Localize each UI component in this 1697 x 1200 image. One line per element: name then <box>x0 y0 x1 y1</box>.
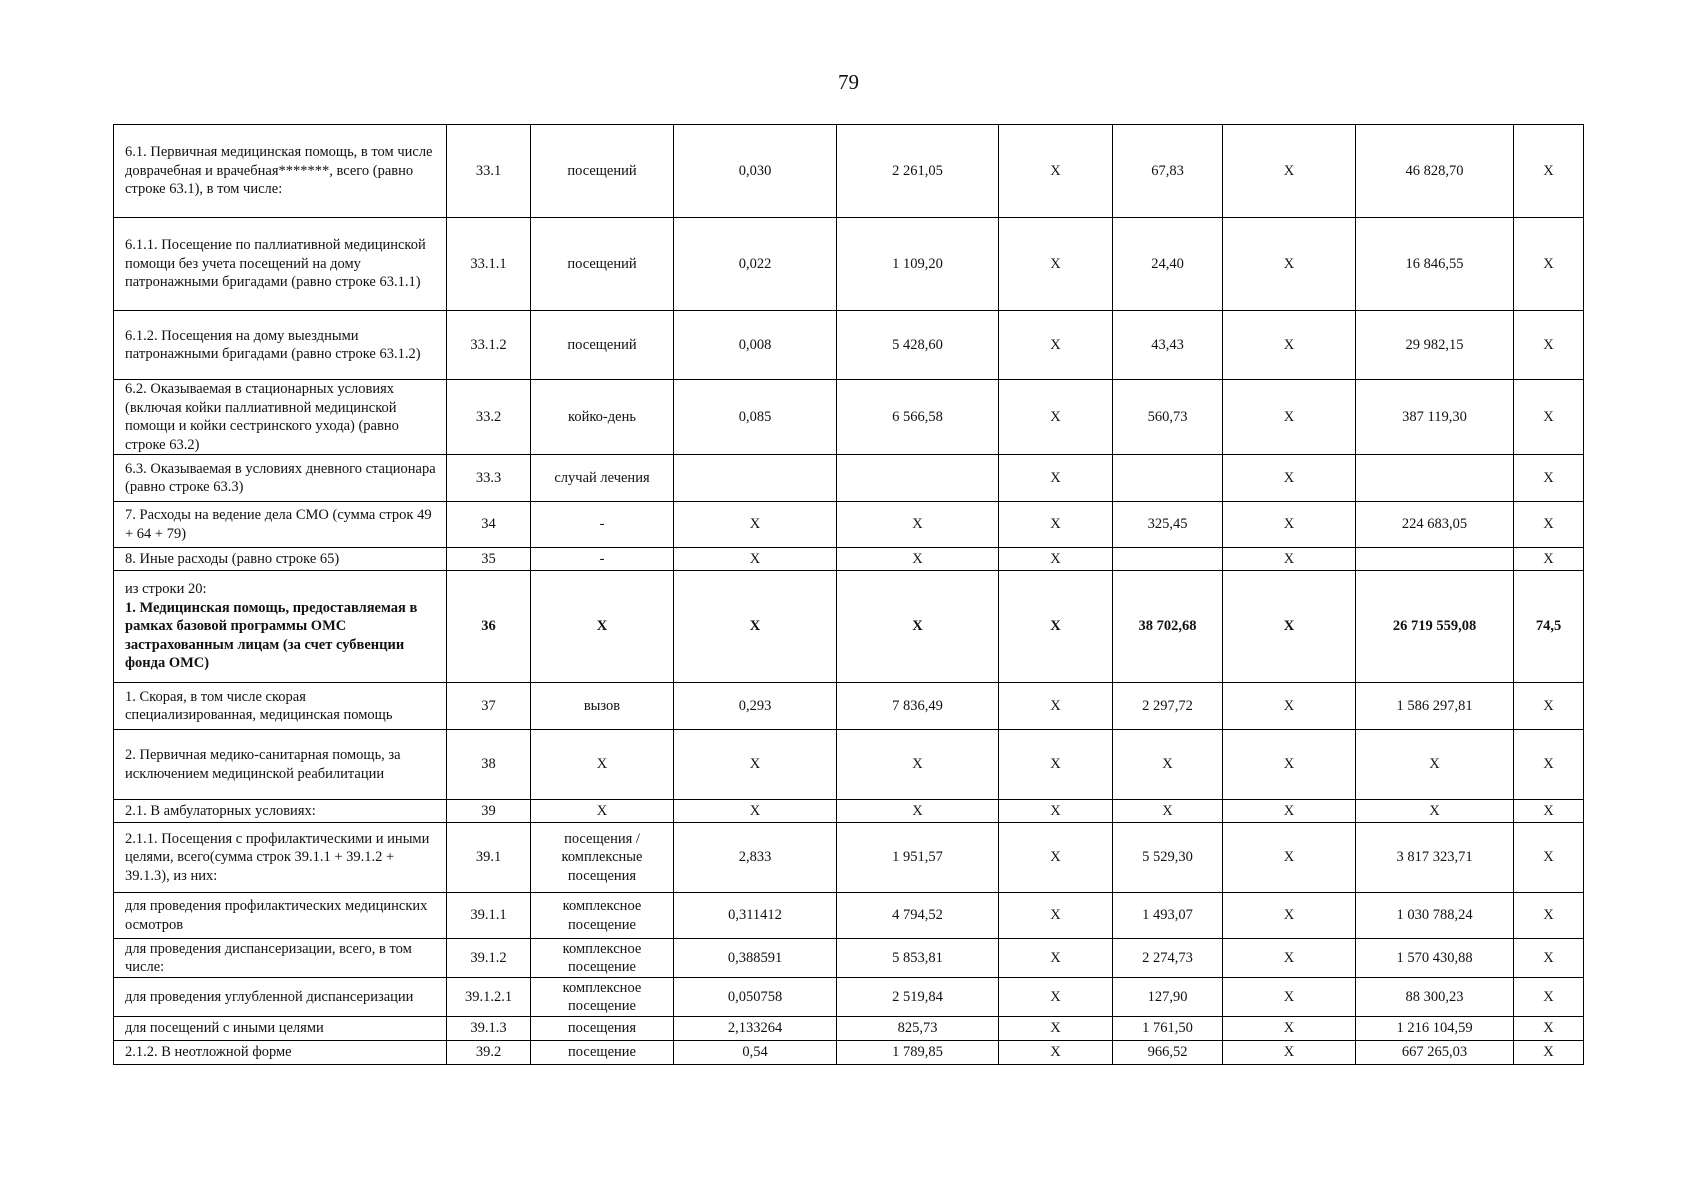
row-name: 2.1.1. Посещения с профилактическими и иными целями, всего(сумма строк 39.1.1 + 39.1.2 + 39.1.3), из них: <box>114 823 447 893</box>
row-col6: 325,45 <box>1113 502 1223 548</box>
row-col7: X <box>1223 683 1356 730</box>
row-cost: X <box>837 800 999 823</box>
row-code: 37 <box>447 683 531 730</box>
row-col8: 3 817 323,71 <box>1356 823 1514 893</box>
row-col6: 38 702,68 <box>1113 571 1223 683</box>
row-col9: X <box>1514 893 1584 939</box>
row-col7: X <box>1223 1017 1356 1041</box>
row-col8 <box>1356 548 1514 571</box>
row-code: 39.1.3 <box>447 1017 531 1041</box>
row-norm: 0,293 <box>674 683 837 730</box>
row-norm: 0,54 <box>674 1041 837 1065</box>
row-col9: X <box>1514 683 1584 730</box>
row-col5: X <box>999 125 1113 218</box>
row-col8: 224 683,05 <box>1356 502 1514 548</box>
row-col6: 43,43 <box>1113 311 1223 380</box>
row-norm: 2,833 <box>674 823 837 893</box>
row-code: 35 <box>447 548 531 571</box>
row-norm: X <box>674 548 837 571</box>
row-code: 33.2 <box>447 380 531 455</box>
row-code: 39.1 <box>447 823 531 893</box>
row-col5: X <box>999 1041 1113 1065</box>
row-col9: 74,5 <box>1514 571 1584 683</box>
table-row <box>114 683 1584 730</box>
row-col7: X <box>1223 125 1356 218</box>
row-col6: 966,52 <box>1113 1041 1223 1065</box>
row-col8: 88 300,23 <box>1356 978 1514 1017</box>
row-name: 8. Иные расходы (равно строке 65) <box>114 548 447 571</box>
row-col9: X <box>1514 455 1584 502</box>
row-col7: X <box>1223 939 1356 978</box>
row-norm: 0,050758 <box>674 978 837 1017</box>
row-code: 39.1.1 <box>447 893 531 939</box>
row-cost <box>837 455 999 502</box>
row-col6: 2 297,72 <box>1113 683 1223 730</box>
row-col9: X <box>1514 730 1584 800</box>
row-cost: X <box>837 571 999 683</box>
row-unit: случай лечения <box>531 455 674 502</box>
row-name-cell <box>114 571 447 683</box>
row-name: 6.2. Оказываемая в стационарных условиях (включая койки паллиативной медицинской помощи и койки сестринского ухода) (равно строке 63.2) <box>114 380 447 455</box>
row-col7: X <box>1223 823 1356 893</box>
row-col5: X <box>999 455 1113 502</box>
row-col8: 46 828,70 <box>1356 125 1514 218</box>
table-row <box>114 1041 1584 1065</box>
row-cost: 825,73 <box>837 1017 999 1041</box>
row-col5: X <box>999 939 1113 978</box>
row-unit: - <box>531 548 674 571</box>
row-col6 <box>1113 455 1223 502</box>
row-unit: комплексное посещение <box>531 893 674 939</box>
row-code: 33.3 <box>447 455 531 502</box>
row-norm: 0,311412 <box>674 893 837 939</box>
row-code: 33.1 <box>447 125 531 218</box>
row-col9: X <box>1514 823 1584 893</box>
page-number: 79 <box>838 70 859 94</box>
row-col7: X <box>1223 455 1356 502</box>
row-name: для посещений с иными целями <box>114 1017 447 1041</box>
row-name: 7. Расходы на ведение дела СМО (сумма строк 49 + 64 + 79) <box>114 502 447 548</box>
row-col9: X <box>1514 1041 1584 1065</box>
row-unit: X <box>531 571 674 683</box>
row-col5: X <box>999 823 1113 893</box>
row-unit: комплексное посещение <box>531 978 674 1017</box>
row-cost: X <box>837 548 999 571</box>
row-col6: 24,40 <box>1113 218 1223 311</box>
row-col5: X <box>999 683 1113 730</box>
row-col7: X <box>1223 730 1356 800</box>
row-norm: X <box>674 730 837 800</box>
row-code: 38 <box>447 730 531 800</box>
row-col7: X <box>1223 1041 1356 1065</box>
row-col5: X <box>999 800 1113 823</box>
row-unit: посещения / комплексные посещения <box>531 823 674 893</box>
row-col7: X <box>1223 311 1356 380</box>
row-col9: X <box>1514 125 1584 218</box>
row-name: 6.1. Первичная медицинская помощь, в том числе доврачебная и врачебная*******, всего (равно строке 63.1), в том числе: <box>114 125 447 218</box>
row-unit: посещений <box>531 218 674 311</box>
row-unit: X <box>531 800 674 823</box>
table-row <box>114 823 1584 893</box>
row-cost: 2 261,05 <box>837 125 999 218</box>
row-name: 2.1.2. В неотложной форме <box>114 1041 447 1065</box>
row-norm: X <box>674 502 837 548</box>
row-col5: X <box>999 1017 1113 1041</box>
row-col5: X <box>999 311 1113 380</box>
row-col8: X <box>1356 800 1514 823</box>
table-row <box>114 380 1584 455</box>
row-col7: X <box>1223 218 1356 311</box>
row-norm: X <box>674 571 837 683</box>
row-col8: 16 846,55 <box>1356 218 1514 311</box>
row-code: 39.1.2.1 <box>447 978 531 1017</box>
row-col6: 2 274,73 <box>1113 939 1223 978</box>
table-row <box>114 455 1584 502</box>
row-col7: X <box>1223 571 1356 683</box>
table-row <box>114 978 1584 1017</box>
row-cost: 5 428,60 <box>837 311 999 380</box>
row-code: 33.1.2 <box>447 311 531 380</box>
row-name: 6.3. Оказываемая в условиях дневного стационара (равно строке 63.3) <box>114 455 447 502</box>
row-code: 36 <box>447 571 531 683</box>
row-cost: X <box>837 502 999 548</box>
row-col6: 67,83 <box>1113 125 1223 218</box>
row-norm: 0,388591 <box>674 939 837 978</box>
row-col6: X <box>1113 800 1223 823</box>
row-col5: X <box>999 730 1113 800</box>
table-row <box>114 800 1584 823</box>
row-code: 39.2 <box>447 1041 531 1065</box>
row-col7: X <box>1223 502 1356 548</box>
row-col9: X <box>1514 311 1584 380</box>
row-unit: посещение <box>531 1041 674 1065</box>
row-col6 <box>1113 548 1223 571</box>
row-col5: X <box>999 893 1113 939</box>
row-norm: 0,030 <box>674 125 837 218</box>
row-norm: 2,133264 <box>674 1017 837 1041</box>
row-col8: 1 216 104,59 <box>1356 1017 1514 1041</box>
row-cost: 1 789,85 <box>837 1041 999 1065</box>
row-name: 1. Медицинская помощь, предоставляемая в рамках базовой программы ОМС застрахованным лицам (за счет субвенции фонда ОМС) <box>125 599 418 672</box>
row-col5: X <box>999 502 1113 548</box>
table-row <box>114 311 1584 380</box>
row-col9: X <box>1514 978 1584 1017</box>
row-name-prefix: из строки 20: <box>125 581 207 598</box>
table-row <box>114 125 1584 218</box>
table-row <box>114 730 1584 800</box>
row-cost: 6 566,58 <box>837 380 999 455</box>
row-col8: 667 265,03 <box>1356 1041 1514 1065</box>
row-name: 2. Первичная медико-санитарная помощь, за исключением медицинской реабилитации <box>114 730 447 800</box>
row-cost: 1 951,57 <box>837 823 999 893</box>
row-unit: комплексное посещение <box>531 939 674 978</box>
row-name: для проведения углубленной диспансеризации <box>114 978 447 1017</box>
row-col9: X <box>1514 939 1584 978</box>
table-row <box>114 571 1584 683</box>
row-col9: X <box>1514 218 1584 311</box>
row-cost: 7 836,49 <box>837 683 999 730</box>
row-unit: посещений <box>531 125 674 218</box>
row-col6: 1 493,07 <box>1113 893 1223 939</box>
row-col7: X <box>1223 893 1356 939</box>
financing-table <box>113 124 1584 1065</box>
row-col7: X <box>1223 800 1356 823</box>
row-col9: X <box>1514 502 1584 548</box>
table-row <box>114 502 1584 548</box>
row-unit: X <box>531 730 674 800</box>
row-col6: 1 761,50 <box>1113 1017 1223 1041</box>
row-col8 <box>1356 455 1514 502</box>
row-unit: вызов <box>531 683 674 730</box>
row-col5: X <box>999 978 1113 1017</box>
row-unit: койко-день <box>531 380 674 455</box>
row-col7: X <box>1223 978 1356 1017</box>
table-row <box>114 893 1584 939</box>
row-name: 6.1.1. Посещение по паллиативной медицинской помощи без учета посещений на дому патронажными бригадами (равно строке 63.1.1) <box>114 218 447 311</box>
row-cost: 5 853,81 <box>837 939 999 978</box>
row-col8: 29 982,15 <box>1356 311 1514 380</box>
row-norm: 0,085 <box>674 380 837 455</box>
row-col6: X <box>1113 730 1223 800</box>
row-norm: 0,008 <box>674 311 837 380</box>
row-code: 33.1.1 <box>447 218 531 311</box>
row-col6: 560,73 <box>1113 380 1223 455</box>
row-col5: X <box>999 380 1113 455</box>
row-col8: X <box>1356 730 1514 800</box>
table-row <box>114 1017 1584 1041</box>
row-col9: X <box>1514 800 1584 823</box>
row-cost: 2 519,84 <box>837 978 999 1017</box>
row-col9: X <box>1514 1017 1584 1041</box>
row-code: 34 <box>447 502 531 548</box>
row-cost: 1 109,20 <box>837 218 999 311</box>
row-col6: 127,90 <box>1113 978 1223 1017</box>
row-name: для проведения диспансеризации, всего, в том числе: <box>114 939 447 978</box>
row-col8: 26 719 559,08 <box>1356 571 1514 683</box>
row-name: 6.1.2. Посещения на дому выездными патронажными бригадами (равно строке 63.1.2) <box>114 311 447 380</box>
table-row <box>114 939 1584 978</box>
row-code: 39.1.2 <box>447 939 531 978</box>
row-col5: X <box>999 548 1113 571</box>
row-unit: посещений <box>531 311 674 380</box>
row-name: для проведения профилактических медицинских осмотров <box>114 893 447 939</box>
row-code: 39 <box>447 800 531 823</box>
row-norm: 0,022 <box>674 218 837 311</box>
row-col7: X <box>1223 548 1356 571</box>
row-name: 1. Скорая, в том числе скорая специализированная, медицинская помощь <box>114 683 447 730</box>
row-unit: посещения <box>531 1017 674 1041</box>
table-row <box>114 218 1584 311</box>
row-col8: 1 570 430,88 <box>1356 939 1514 978</box>
row-col6: 5 529,30 <box>1113 823 1223 893</box>
row-col7: X <box>1223 380 1356 455</box>
row-col8: 1 586 297,81 <box>1356 683 1514 730</box>
row-norm: X <box>674 800 837 823</box>
row-col5: X <box>999 218 1113 311</box>
row-name: 2.1. В амбулаторных условиях: <box>114 800 447 823</box>
row-col8: 387 119,30 <box>1356 380 1514 455</box>
row-cost: 4 794,52 <box>837 893 999 939</box>
row-cost: X <box>837 730 999 800</box>
row-col8: 1 030 788,24 <box>1356 893 1514 939</box>
row-col9: X <box>1514 380 1584 455</box>
table-row <box>114 548 1584 571</box>
row-norm <box>674 455 837 502</box>
row-col5: X <box>999 571 1113 683</box>
row-col9: X <box>1514 548 1584 571</box>
row-unit: - <box>531 502 674 548</box>
